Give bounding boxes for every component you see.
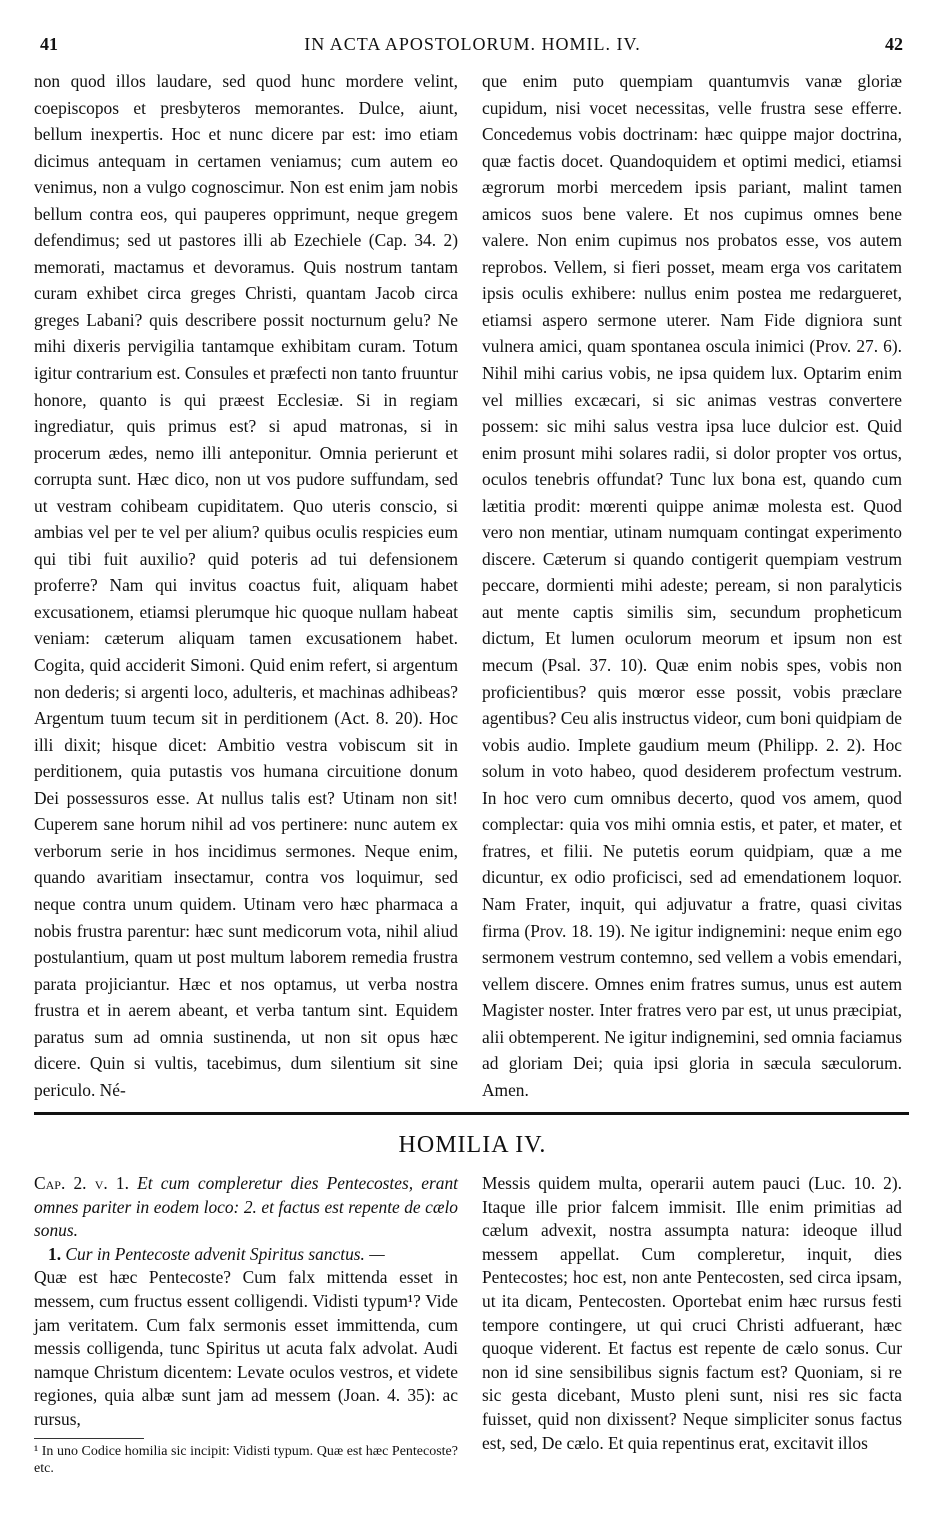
verse-heading — [34, 1172, 458, 1243]
footnote: ¹ In uno Codice homilia sic incipit: Vidisti typum. Quæ est hæc Pentecoste? etc. — [34, 1443, 458, 1476]
running-title: IN ACTA APOSTOLORUM. HOMIL. IV. — [304, 34, 641, 54]
section-title: Cur in Pentecoste advenit Spiritus sanctus. — — [65, 1243, 385, 1264]
section-divider — [34, 1112, 909, 1115]
bottom-left-column — [34, 1172, 458, 1477]
verse-text: Et cum compleretur dies Pentecostes, erant omnes pariter in eodem loco: 2. et factus est repente de cælo sonus. — [34, 1173, 458, 1241]
page-number-right: 42 — [885, 34, 903, 54]
top-left-text: non quod illos laudare, sed quod hunc mordere velint, coepiscopos et presbyteros memorantes. Dulce, aiunt, bellum inexpertis. Hoc et nunc dicere par est: imo etiam dicimus antequam in certamen veniamus; cum autem eo venimus, non a vulgo cognoscimur. Non est enim jam nobis bellum contra eos, qui pauperes opprimunt, neque gregem defendimus; sed ut pastores illi ab Ezechiele (Cap. 34. 2) memorati, mactamus et devoramus. Quis nostrum tantam curam exhibet circa greges Christi, quantam Jacob circa greges Labani? quis describere possit nocturnum gelu? Ne mihi dixeris pervigilia tantamque exhibitam curam. Totum igitur contrarium est. Consules et præfecti non tanto fruuntur honore, quanto is qui præest Ecclesiæ. Si in regiam ingrediatur, quis primus est? si apud matronas, si in procerum ædes, nemo illi anteponitur. Omnia perierunt et corrupta sunt. Hæc dico, non ut vos pudore suffundam, sed ut vestram cohibeam cupiditatem. Quo uteris conscio, si ambias vel per te vel per alium? quibus oculis respicies eum qui tibi fuit auxilio? quid poteris ad tui defensionem proferre? Nam qui invitus coactus fuit, aliquam habet excusationem, etiamsi plerumque hic quoque nullam habeat veniam: cæterum aliquam tamen excusationem habet. Cogita, quid acciderit Simoni. Quid enim refert, si argentum non dederis; si argenti loco, adulteris, et machinas adhibeas? Argentum tuum tecum sit in perditionem (Act. 8. 20). Hoc illi dixit; hisque dicet: Ambitio vestra vobiscum sit in perditionem, quia putastis vos humana circuitione donum Dei possessuros esse. At nullus talis est? Utinam non sit! Cuperem sane horum nihil ad vos pertinere: nunc autem ex verborum serie in hos incidimus sermones. Neque enim, quando avaritiam insectamur, contra vos loquimur, sed neque contra unum quidem. Utinam vero hæc pharmaca a nobis frustra parentur: hæc sunt medicorum vota, nihil aliud postulantium, quam ut post multum laborem remedia frustra parata projiciantur. Hæc et nos optamus, ut verba nostra frustra et in aerem abeant, et verba tantum sint. Equidem paratus sum ad omnia sustinenda, ut non sit opus hæc dicere. Quin si vultis, tacebimus, dum silentium sit sine periculo. Né- — [34, 71, 458, 1100]
running-head — [30, 34, 915, 58]
top-right-column — [482, 68, 902, 1118]
top-left-column — [34, 68, 458, 1118]
bottom-right-column — [482, 1172, 902, 1455]
top-right-text: que enim puto quempiam quantumvis vanæ gloriæ cupidum, nisi vocet necessitas, velle frustra sese efferre. Concedemus vobis doctrinam: hæc quippe major doctrina, quæ factis docet. Quandoquidem et optimi medici, etiamsi ægrorum morbi mercedem ipsis pariant, malint tamen amicos suos bene valere. Et nos cupimus omnes bene valere. Non enim cupimus nos probatos esse, vos autem reprobos. Vellem, si fieri posset, meam erga vos caritatem ipsis oculis exhibere: nullus enim postea me redargueret, etiamsi aspero sermone uterer. Nam Fide digniora sunt vulnera amici, quam spontanea oscula inimici (Prov. 27. 6). Nihil mihi carius vobis, ne ipsa quidem lux. Optarim enim vel millies excæcari, si sic animas vestras convertere possem: sic mihi salus vestra ipsa luce dulcior est. Quid enim prosunt mihi solares radii, si dolor propter vos ortus, oculos tenebris offundat? Tunc lux bona est, quando cum lætitia prodit: mœrenti quippe animæ molesta est. Quod vero non mentiar, utinam numquam contingat experimento discere. Cæterum si quando contigerit quempiam vestrum peccare, dormienti mihi adeste; peream, si non paralyticis aut mente captis similis sim, secundum propheticum dictum, Et lumen oculorum meorum et ipsum non est mecum (Psal. 37. 10). Quæ enim nobis spes, vobis non proficientibus? quis mœror esse possit, vobis præclare agentibus? Ceu alis instructus videor, cum boni quidpiam de vobis audio. Implete gaudium meum (Philipp. 2. 2). Hoc solum in voto habeo, quod desiderem profectum vestrum. In hoc vero cum omnibus decerto, quod vos amem, quod complectar: quia vos mihi omnia estis, et pater, et mater, et fratres, et filii. Ne putetis eorum quidpiam, quæ a me dicuntur, ex odio proficisci, sed ad emendationem loquor. Nam Frater, inquit, qui adjuvatur a fratre, quasi civitas firma (Prov. 18. 19). Ne igitur indignemini: neque enim ego sermonem vestrum contemno, sed vellem a vobis emendari, vellem discere. Omnes enim fratres sumus, unus est autem Magister noster. Inter fratres vero par est, ut unus præcipiat, alii obtemperent. Ne igitur indignemini, sed omnia faciamus ad gloriam Dei; quia ipsi gloria in sæcula sæculorum. Amen. — [482, 71, 902, 1100]
page-number-left: 41 — [40, 34, 58, 54]
bottom-left-text: Quæ est hæc Pentecoste? Cum falx mittenda esset in messem, cum fructus essent colligendi. Vidisti typum¹? Vide jam veritatem. Cum falx sermonis esset immittenda, cum messis colligenda, tunc Spiritus ut acuta falx advolat. Audi namque Christum dicentem: Levate oculos vestros, et videte regiones, quia albæ sunt jam ad messem (Joan. 4. 35): ac rursus, — [34, 1267, 458, 1429]
verse-lead: Cap. 2. v. 1. — [34, 1173, 129, 1193]
section-number: 1. — [48, 1243, 62, 1264]
homily-title: HOMILIA IV. — [398, 1132, 547, 1158]
bottom-right-text: Messis quidem multa, operarii autem pauci (Luc. 10. 2). Itaque ille prior falcem immisit. Ille enim primitias ad cælum advexit, nostra assumpta natura: ideoque illud messem appellat. Cum compleretur, inquit, dies Pentecostes; hoc est, non ante Pentecosten, sed circa ipsam, ut ita dicam, Pentecosten. Oportebat enim hæc rursus festi tempore contingere, ut qui cruci Christi adfuerant, hæc quoque viderent. Et factus est repente de cælo sonus. Cur non id sine sensibilibus signis factum est? Quoniam, si re sic gesta dicebant, Musto pleni sunt, nisi res sic facta fuisset, quid non dixissent? Neque simpliciter sonus factus est, sed, De cælo. Et quia repentinus erat, excitavit illos — [482, 1173, 902, 1453]
section-heading — [34, 1243, 458, 1267]
footnote-rule — [34, 1438, 144, 1439]
